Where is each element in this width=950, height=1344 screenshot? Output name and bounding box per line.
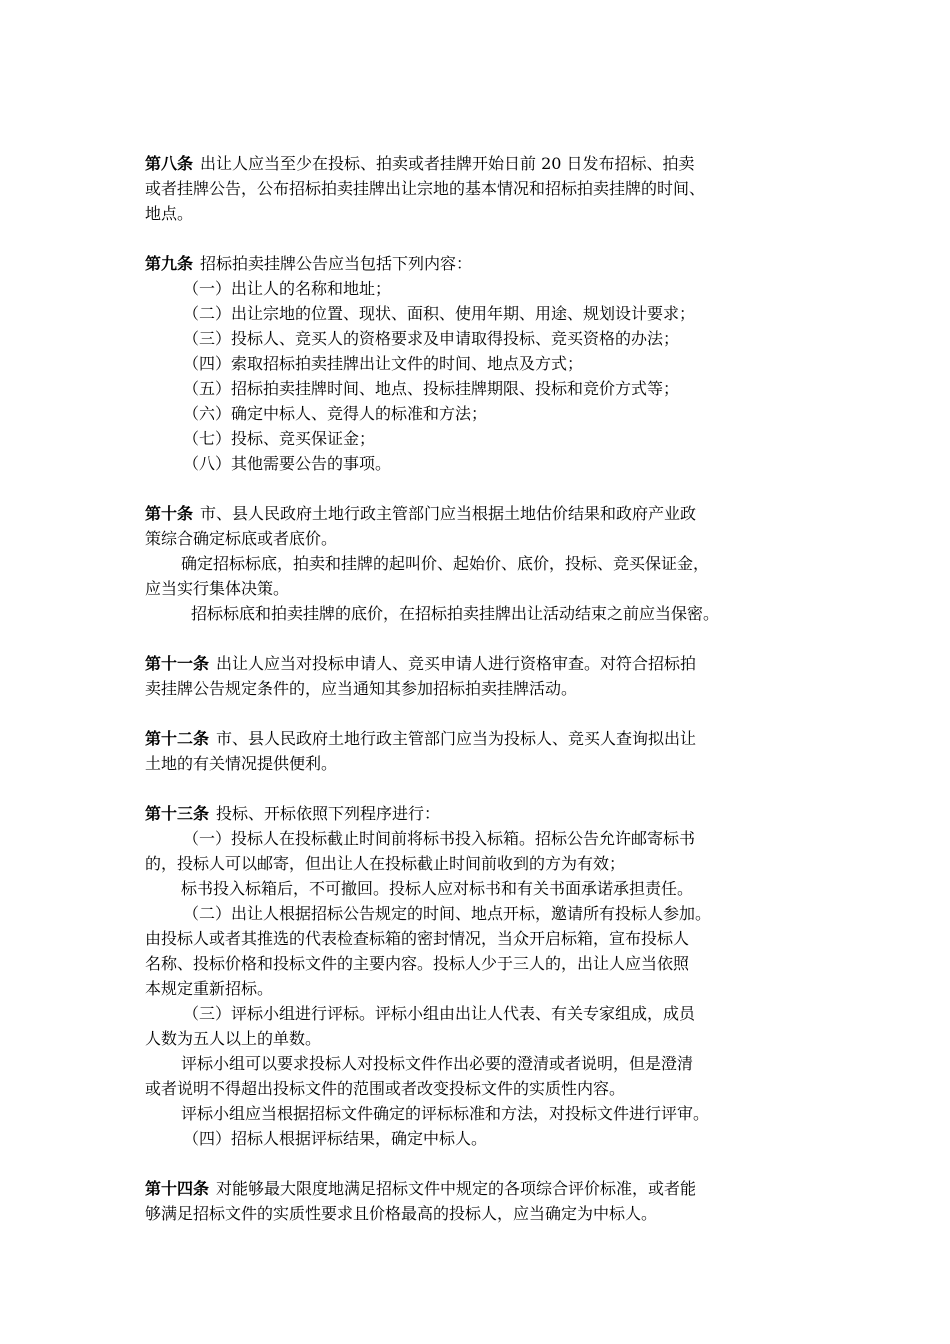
article-13-line-3: 的，投标人可以邮寄，但出让人在投标截止时间前收到的方为有效； [145,854,626,873]
article-13-line-10: 人数为五人以上的单数。 [145,1029,322,1048]
article-9-item-1: （一）出让人的名称和地址； [183,279,392,298]
article-13-line-9: （三）评标小组进行评标。评标小组由出让人代表、有关专家组成，成员 [183,1004,696,1023]
article-12-heading: 第十二条 [145,729,210,748]
article-9-item-8: （八）其他需要公告的事项。 [183,454,392,473]
article-10-line-5: 招标标底和拍卖挂牌的底价，在招标拍卖挂牌出让活动结束之前应当保密。 [191,604,720,623]
article-13-line-11: 评标小组可以要求投标人对投标文件作出必要的澄清或者说明，但是澄清 [181,1054,694,1073]
article-14-heading: 第十四条 [145,1179,210,1198]
article-9-item-2: （二）出让宗地的位置、现状、面积、使用年期、用途、规划设计要求； [183,304,696,323]
article-10-line-1: 第十条 市、县人民政府土地行政主管部门应当根据土地估价结果和政府产业政 [145,504,697,523]
article-13-line-14: （四）招标人根据评标结果，确定中标人。 [183,1129,488,1148]
article-13-line-5: （二）出让人根据招标公告规定的时间、地点开标，邀请所有投标人参加。 [183,904,712,923]
article-9-item-6: （六）确定中标人、竞得人的标准和方法； [183,404,488,423]
article-13-line-1: 第十三条 投标、开标依照下列程序进行： [145,804,441,823]
article-13-line-8: 本规定重新招标。 [145,979,274,998]
article-8-heading: 第八条 [145,154,194,173]
article-9-line-1: 第九条 招标拍卖挂牌公告应当包括下列内容： [145,254,473,273]
article-13-line-13: 评标小组应当根据招标文件确定的评标标准和方法，对投标文件进行评审。 [181,1104,710,1123]
article-13-line-4: 标书投入标箱后，不可撤回。投标人应对标书和有关书面承诺承担责任。 [181,879,694,898]
article-12-line-1: 第十二条 市、县人民政府土地行政主管部门应当为投标人、竞买人查询拟出让 [145,729,697,748]
article-9-item-7: （七）投标、竞买保证金； [183,429,376,448]
article-14-line-2: 够满足招标文件的实质性要求且价格最高的投标人，应当确定为中标人。 [145,1204,658,1223]
article-13-line-2: （一）投标人在投标截止时间前将标书投入标箱。招标公告允许邮寄标书 [183,829,696,848]
article-8-line-2: 或者挂牌公告，公布招标拍卖挂牌出让宗地的基本情况和招标拍卖挂牌的时间、 [145,179,706,198]
article-13-line-12: 或者说明不得超出投标文件的范围或者改变投标文件的实质性内容。 [145,1079,626,1098]
article-14-line-1: 第十四条 对能够最大限度地满足招标文件中规定的各项综合评价标准，或者能 [145,1179,697,1198]
article-13-heading: 第十三条 [145,804,210,823]
article-10-line-3: 确定招标标底，拍卖和挂牌的起叫价、起始价、底价，投标、竞买保证金， [181,554,710,573]
article-8-line-1: 第八条 出让人应当至少在投标、拍卖或者挂牌开始日前 20 日发布招标、拍卖 [145,154,695,173]
article-9-item-3: （三）投标人、竞买人的资格要求及申请取得投标、竞买资格的办法； [183,329,680,348]
article-8-line-3: 地点。 [145,204,194,223]
article-12-line-2: 土地的有关情况提供便利。 [145,754,338,773]
article-11-line-1: 第十一条 出让人应当对投标申请人、竞买申请人进行资格审查。对符合招标拍 [145,654,697,673]
article-10-line-2: 策综合确定标底或者底价。 [145,529,338,548]
article-13-line-6: 由投标人或者其推选的代表检查标箱的密封情况，当众开启标箱，宣布投标人 [145,929,690,948]
article-9-heading: 第九条 [145,254,194,273]
article-10-heading: 第十条 [145,504,194,523]
article-11-line-2: 卖挂牌公告规定条件的，应当通知其参加招标拍卖挂牌活动。 [145,679,578,698]
article-11-heading: 第十一条 [145,654,210,673]
article-10-line-4: 应当实行集体决策。 [145,579,290,598]
article-9-item-5: （五）招标拍卖挂牌时间、地点、投标挂牌期限、投标和竞价方式等； [183,379,680,398]
article-9-item-4: （四）索取招标拍卖挂牌出让文件的时间、地点及方式； [183,354,584,373]
article-13-line-7: 名称、投标价格和投标文件的主要内容。投标人少于三人的，出让人应当依照 [145,954,690,973]
